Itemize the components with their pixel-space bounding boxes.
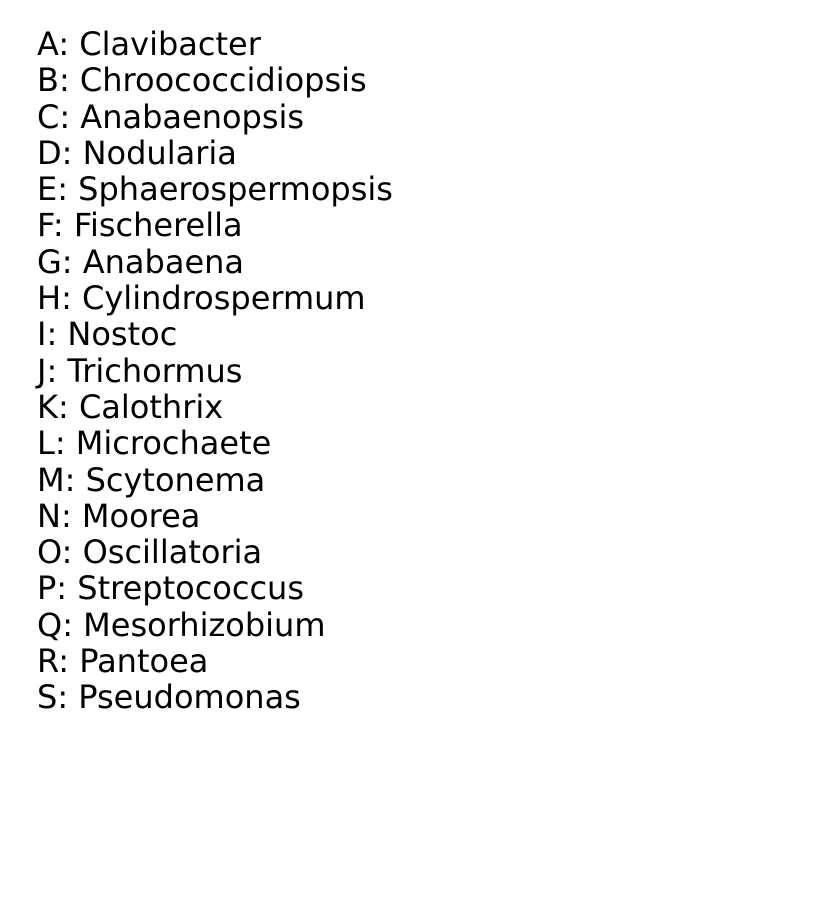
legend-entry bbox=[37, 135, 393, 171]
legend-key: B bbox=[37, 61, 59, 100]
legend-separator: : bbox=[64, 460, 86, 499]
legend-separator: : bbox=[46, 351, 68, 390]
legend-key: F bbox=[37, 206, 53, 245]
legend-key: C bbox=[37, 97, 60, 136]
legend-name: Cylindrospermum bbox=[82, 279, 366, 318]
legend-separator: : bbox=[57, 170, 79, 209]
legend-entry bbox=[37, 26, 393, 62]
legend-key: R bbox=[37, 642, 59, 681]
legend-name: Microchaete bbox=[75, 424, 272, 463]
legend-key: N bbox=[37, 496, 61, 535]
legend-name: Oscillatoria bbox=[82, 533, 263, 572]
legend-key: H bbox=[37, 279, 62, 318]
legend-entry bbox=[37, 389, 393, 425]
legend-name: Chroococcidiopsis bbox=[79, 61, 367, 100]
legend-separator: : bbox=[58, 61, 80, 100]
legend-key: S bbox=[37, 678, 58, 717]
legend-name: Nostoc bbox=[67, 315, 178, 354]
legend-separator: : bbox=[59, 97, 81, 136]
legend-entry bbox=[37, 607, 393, 643]
legend-entry bbox=[37, 462, 393, 498]
legend-separator: : bbox=[62, 605, 84, 644]
legend-entry bbox=[37, 498, 393, 534]
legend-entry bbox=[37, 316, 393, 352]
legend-entry bbox=[37, 643, 393, 679]
legend-separator: : bbox=[52, 206, 74, 245]
legend-name: Anabaena bbox=[82, 242, 245, 281]
legend-separator: : bbox=[57, 387, 79, 426]
legend-name: Pseudomonas bbox=[78, 678, 301, 717]
legend-separator: : bbox=[58, 642, 80, 681]
legend-separator: : bbox=[46, 315, 68, 354]
legend-entry bbox=[37, 171, 393, 207]
legend-key: G bbox=[37, 242, 62, 281]
legend-key: Q bbox=[37, 605, 63, 644]
legend-separator: : bbox=[54, 424, 76, 463]
legend-name: Calothrix bbox=[78, 387, 224, 426]
legend-entry bbox=[37, 62, 393, 98]
legend-entry bbox=[37, 534, 393, 570]
legend-name: Streptococcus bbox=[77, 569, 304, 608]
legend-separator: : bbox=[56, 569, 78, 608]
legend-key: A bbox=[37, 25, 59, 63]
legend-name: Nodularia bbox=[82, 133, 237, 172]
legend-key: P bbox=[37, 569, 57, 608]
legend-key: J bbox=[37, 351, 47, 390]
legend-entry bbox=[37, 280, 393, 316]
legend-separator: : bbox=[61, 133, 83, 172]
legend-name: Trichormus bbox=[67, 351, 243, 390]
legend-name: Pantoea bbox=[79, 642, 209, 681]
legend-key: D bbox=[37, 133, 62, 172]
legend-entry bbox=[37, 244, 393, 280]
legend-entry bbox=[37, 425, 393, 461]
legend-separator: : bbox=[61, 279, 83, 318]
legend-separator: : bbox=[57, 678, 79, 717]
legend-key: L bbox=[37, 424, 55, 463]
key-legend-list bbox=[37, 26, 393, 716]
legend-entry bbox=[37, 99, 393, 135]
legend-key: O bbox=[37, 533, 62, 572]
legend-separator: : bbox=[61, 533, 83, 572]
legend-key: I bbox=[37, 315, 47, 354]
legend-key: E bbox=[37, 170, 58, 209]
legend-separator: : bbox=[60, 496, 82, 535]
legend-name: Mesorhizobium bbox=[83, 605, 326, 644]
legend-name: Anabaenopsis bbox=[80, 97, 305, 136]
legend-entry bbox=[37, 570, 393, 606]
legend-key: K bbox=[37, 387, 58, 426]
legend-separator: : bbox=[58, 25, 80, 63]
legend-name: Moorea bbox=[81, 496, 201, 535]
legend-key: M bbox=[37, 460, 65, 499]
legend-entry bbox=[37, 207, 393, 243]
legend-entry bbox=[37, 353, 393, 389]
legend-name: Sphaerospermopsis bbox=[78, 170, 393, 209]
legend-name: Scytonema bbox=[85, 460, 266, 499]
legend-separator: : bbox=[61, 242, 83, 281]
legend-entry bbox=[37, 679, 393, 715]
legend-name: Fischerella bbox=[73, 206, 243, 245]
legend-name: Clavibacter bbox=[79, 25, 261, 63]
